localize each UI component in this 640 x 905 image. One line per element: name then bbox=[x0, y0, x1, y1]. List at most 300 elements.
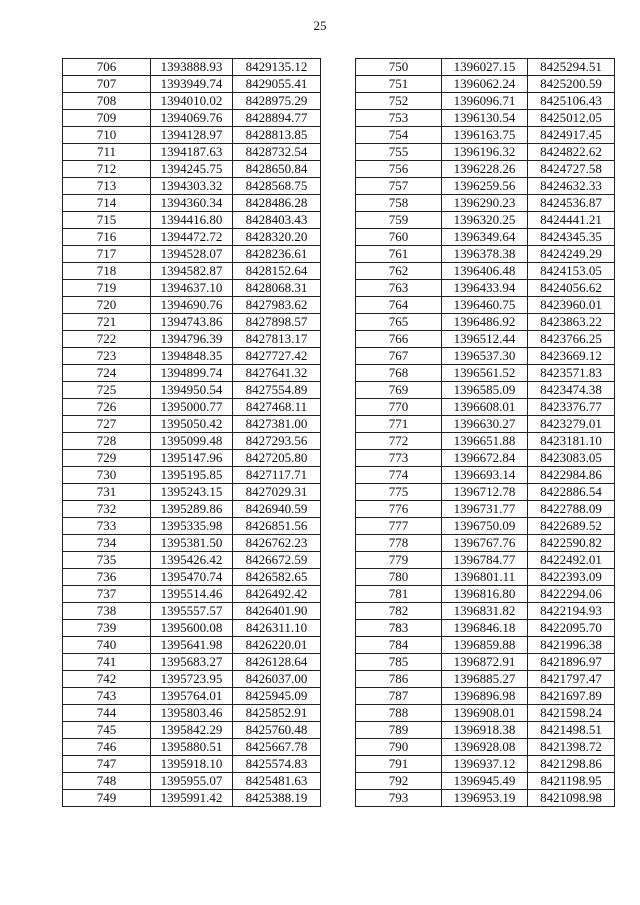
point-number-cell: 754 bbox=[356, 127, 442, 144]
point-number-cell: 746 bbox=[63, 739, 151, 756]
point-number-cell: 753 bbox=[356, 110, 442, 127]
y-coordinate-cell: 8424632.33 bbox=[528, 178, 615, 195]
x-coordinate-cell: 1396196.32 bbox=[442, 144, 528, 161]
table-row bbox=[356, 314, 615, 331]
point-number-cell: 749 bbox=[63, 790, 151, 807]
y-coordinate-cell: 8428894.77 bbox=[233, 110, 321, 127]
point-number-cell: 744 bbox=[63, 705, 151, 722]
x-coordinate-cell: 1396320.25 bbox=[442, 212, 528, 229]
table-row bbox=[63, 569, 321, 586]
point-number-cell: 775 bbox=[356, 484, 442, 501]
table-row bbox=[356, 450, 615, 467]
x-coordinate-cell: 1393888.93 bbox=[151, 59, 233, 76]
table-body bbox=[356, 59, 615, 807]
table-row bbox=[356, 331, 615, 348]
x-coordinate-cell: 1395050.42 bbox=[151, 416, 233, 433]
x-coordinate-cell: 1395099.48 bbox=[151, 433, 233, 450]
point-number-cell: 751 bbox=[356, 76, 442, 93]
table-row bbox=[356, 280, 615, 297]
x-coordinate-cell: 1394743.86 bbox=[151, 314, 233, 331]
x-coordinate-cell: 1396816.80 bbox=[442, 586, 528, 603]
y-coordinate-cell: 8426220.01 bbox=[233, 637, 321, 654]
y-coordinate-cell: 8429135.12 bbox=[233, 59, 321, 76]
x-coordinate-cell: 1394637.10 bbox=[151, 280, 233, 297]
point-number-cell: 709 bbox=[63, 110, 151, 127]
table-row bbox=[356, 212, 615, 229]
y-coordinate-cell: 8426672.59 bbox=[233, 552, 321, 569]
y-coordinate-cell: 8422788.09 bbox=[528, 501, 615, 518]
point-number-cell: 761 bbox=[356, 246, 442, 263]
y-coordinate-cell: 8425760.48 bbox=[233, 722, 321, 739]
x-coordinate-cell: 1396928.08 bbox=[442, 739, 528, 756]
point-number-cell: 770 bbox=[356, 399, 442, 416]
y-coordinate-cell: 8427641.32 bbox=[233, 365, 321, 382]
table-row bbox=[356, 59, 615, 76]
x-coordinate-cell: 1396908.01 bbox=[442, 705, 528, 722]
x-coordinate-cell: 1395381.50 bbox=[151, 535, 233, 552]
x-coordinate-cell: 1395470.74 bbox=[151, 569, 233, 586]
point-number-cell: 760 bbox=[356, 229, 442, 246]
table-row bbox=[63, 212, 321, 229]
x-coordinate-cell: 1396486.92 bbox=[442, 314, 528, 331]
x-coordinate-cell: 1394582.87 bbox=[151, 263, 233, 280]
y-coordinate-cell: 8427205.80 bbox=[233, 450, 321, 467]
y-coordinate-cell: 8427293.56 bbox=[233, 433, 321, 450]
table-row bbox=[63, 552, 321, 569]
y-coordinate-cell: 8427983.62 bbox=[233, 297, 321, 314]
table-row bbox=[356, 144, 615, 161]
x-coordinate-cell: 1395557.57 bbox=[151, 603, 233, 620]
x-coordinate-cell: 1396259.56 bbox=[442, 178, 528, 195]
point-number-cell: 772 bbox=[356, 433, 442, 450]
y-coordinate-cell: 8424536.87 bbox=[528, 195, 615, 212]
table-row bbox=[63, 178, 321, 195]
point-number-cell: 721 bbox=[63, 314, 151, 331]
x-coordinate-cell: 1396512.44 bbox=[442, 331, 528, 348]
x-coordinate-cell: 1395842.29 bbox=[151, 722, 233, 739]
x-coordinate-cell: 1396537.30 bbox=[442, 348, 528, 365]
x-coordinate-cell: 1396693.14 bbox=[442, 467, 528, 484]
table-row bbox=[63, 348, 321, 365]
table-row bbox=[356, 467, 615, 484]
point-number-cell: 710 bbox=[63, 127, 151, 144]
table-row bbox=[356, 671, 615, 688]
table-row bbox=[63, 773, 321, 790]
x-coordinate-cell: 1394360.34 bbox=[151, 195, 233, 212]
y-coordinate-cell: 8428320.20 bbox=[233, 229, 321, 246]
table-row bbox=[356, 382, 615, 399]
point-number-cell: 708 bbox=[63, 93, 151, 110]
table-row bbox=[356, 365, 615, 382]
x-coordinate-cell: 1396846.18 bbox=[442, 620, 528, 637]
x-coordinate-cell: 1396433.94 bbox=[442, 280, 528, 297]
point-number-cell: 729 bbox=[63, 450, 151, 467]
y-coordinate-cell: 8428486.28 bbox=[233, 195, 321, 212]
point-number-cell: 776 bbox=[356, 501, 442, 518]
table-row bbox=[63, 654, 321, 671]
table-row bbox=[63, 144, 321, 161]
point-number-cell: 717 bbox=[63, 246, 151, 263]
x-coordinate-cell: 1396585.09 bbox=[442, 382, 528, 399]
y-coordinate-cell: 8425945.09 bbox=[233, 688, 321, 705]
table-row bbox=[63, 722, 321, 739]
x-coordinate-cell: 1395991.42 bbox=[151, 790, 233, 807]
y-coordinate-cell: 8421797.47 bbox=[528, 671, 615, 688]
point-number-cell: 727 bbox=[63, 416, 151, 433]
table-row bbox=[356, 756, 615, 773]
x-coordinate-cell: 1394069.76 bbox=[151, 110, 233, 127]
point-number-cell: 734 bbox=[63, 535, 151, 552]
x-coordinate-cell: 1395243.15 bbox=[151, 484, 233, 501]
y-coordinate-cell: 8421498.51 bbox=[528, 722, 615, 739]
x-coordinate-cell: 1395426.42 bbox=[151, 552, 233, 569]
y-coordinate-cell: 8426128.64 bbox=[233, 654, 321, 671]
point-number-cell: 771 bbox=[356, 416, 442, 433]
table-row bbox=[63, 586, 321, 603]
x-coordinate-cell: 1396651.88 bbox=[442, 433, 528, 450]
point-number-cell: 758 bbox=[356, 195, 442, 212]
x-coordinate-cell: 1396290.23 bbox=[442, 195, 528, 212]
point-number-cell: 757 bbox=[356, 178, 442, 195]
x-coordinate-cell: 1396672.84 bbox=[442, 450, 528, 467]
x-coordinate-cell: 1396801.11 bbox=[442, 569, 528, 586]
y-coordinate-cell: 8426401.90 bbox=[233, 603, 321, 620]
x-coordinate-cell: 1395195.85 bbox=[151, 467, 233, 484]
table-row bbox=[356, 399, 615, 416]
table-row bbox=[356, 127, 615, 144]
table-row bbox=[356, 348, 615, 365]
x-coordinate-cell: 1395641.98 bbox=[151, 637, 233, 654]
x-coordinate-cell: 1396937.12 bbox=[442, 756, 528, 773]
point-number-cell: 756 bbox=[356, 161, 442, 178]
x-coordinate-cell: 1396831.82 bbox=[442, 603, 528, 620]
point-number-cell: 723 bbox=[63, 348, 151, 365]
point-number-cell: 777 bbox=[356, 518, 442, 535]
y-coordinate-cell: 8422886.54 bbox=[528, 484, 615, 501]
y-coordinate-cell: 8424345.35 bbox=[528, 229, 615, 246]
y-coordinate-cell: 8428152.64 bbox=[233, 263, 321, 280]
y-coordinate-cell: 8423474.38 bbox=[528, 382, 615, 399]
point-number-cell: 787 bbox=[356, 688, 442, 705]
y-coordinate-cell: 8426940.59 bbox=[233, 501, 321, 518]
table-row bbox=[63, 739, 321, 756]
y-coordinate-cell: 8422689.52 bbox=[528, 518, 615, 535]
x-coordinate-cell: 1396918.38 bbox=[442, 722, 528, 739]
x-coordinate-cell: 1394187.63 bbox=[151, 144, 233, 161]
y-coordinate-cell: 8422492.01 bbox=[528, 552, 615, 569]
table-row bbox=[356, 246, 615, 263]
table-row bbox=[356, 637, 615, 654]
y-coordinate-cell: 8428236.61 bbox=[233, 246, 321, 263]
y-coordinate-cell: 8424249.29 bbox=[528, 246, 615, 263]
table-row bbox=[356, 263, 615, 280]
point-number-cell: 724 bbox=[63, 365, 151, 382]
point-number-cell: 773 bbox=[356, 450, 442, 467]
y-coordinate-cell: 8424153.05 bbox=[528, 263, 615, 280]
point-number-cell: 741 bbox=[63, 654, 151, 671]
x-coordinate-cell: 1394245.75 bbox=[151, 161, 233, 178]
coordinates-table-right bbox=[355, 58, 615, 807]
x-coordinate-cell: 1396731.77 bbox=[442, 501, 528, 518]
y-coordinate-cell: 8422590.82 bbox=[528, 535, 615, 552]
table-row bbox=[63, 688, 321, 705]
x-coordinate-cell: 1394796.39 bbox=[151, 331, 233, 348]
y-coordinate-cell: 8425667.78 bbox=[233, 739, 321, 756]
point-number-cell: 737 bbox=[63, 586, 151, 603]
y-coordinate-cell: 8422984.86 bbox=[528, 467, 615, 484]
x-coordinate-cell: 1395955.07 bbox=[151, 773, 233, 790]
x-coordinate-cell: 1394416.80 bbox=[151, 212, 233, 229]
y-coordinate-cell: 8427029.31 bbox=[233, 484, 321, 501]
point-number-cell: 766 bbox=[356, 331, 442, 348]
table-row bbox=[356, 569, 615, 586]
y-coordinate-cell: 8425294.51 bbox=[528, 59, 615, 76]
y-coordinate-cell: 8424822.62 bbox=[528, 144, 615, 161]
y-coordinate-cell: 8421996.38 bbox=[528, 637, 615, 654]
table-row bbox=[63, 93, 321, 110]
x-coordinate-cell: 1396228.26 bbox=[442, 161, 528, 178]
y-coordinate-cell: 8423279.01 bbox=[528, 416, 615, 433]
x-coordinate-cell: 1395514.46 bbox=[151, 586, 233, 603]
x-coordinate-cell: 1394950.54 bbox=[151, 382, 233, 399]
point-number-cell: 762 bbox=[356, 263, 442, 280]
y-coordinate-cell: 8428568.75 bbox=[233, 178, 321, 195]
y-coordinate-cell: 8427898.57 bbox=[233, 314, 321, 331]
table-row bbox=[63, 280, 321, 297]
y-coordinate-cell: 8428650.84 bbox=[233, 161, 321, 178]
y-coordinate-cell: 8421896.97 bbox=[528, 654, 615, 671]
x-coordinate-cell: 1396608.01 bbox=[442, 399, 528, 416]
point-number-cell: 733 bbox=[63, 518, 151, 535]
point-number-cell: 779 bbox=[356, 552, 442, 569]
table-row bbox=[356, 161, 615, 178]
y-coordinate-cell: 8428732.54 bbox=[233, 144, 321, 161]
point-number-cell: 752 bbox=[356, 93, 442, 110]
point-number-cell: 726 bbox=[63, 399, 151, 416]
x-coordinate-cell: 1394690.76 bbox=[151, 297, 233, 314]
point-number-cell: 782 bbox=[356, 603, 442, 620]
y-coordinate-cell: 8427554.89 bbox=[233, 382, 321, 399]
table-row bbox=[63, 671, 321, 688]
table-row bbox=[356, 76, 615, 93]
y-coordinate-cell: 8425388.19 bbox=[233, 790, 321, 807]
x-coordinate-cell: 1395335.98 bbox=[151, 518, 233, 535]
point-number-cell: 769 bbox=[356, 382, 442, 399]
table-row bbox=[356, 654, 615, 671]
table-row bbox=[63, 297, 321, 314]
table-row bbox=[63, 535, 321, 552]
table-row bbox=[63, 399, 321, 416]
point-number-cell: 788 bbox=[356, 705, 442, 722]
table-row bbox=[63, 705, 321, 722]
y-coordinate-cell: 8425012.05 bbox=[528, 110, 615, 127]
x-coordinate-cell: 1396872.91 bbox=[442, 654, 528, 671]
point-number-cell: 712 bbox=[63, 161, 151, 178]
y-coordinate-cell: 8424441.21 bbox=[528, 212, 615, 229]
point-number-cell: 743 bbox=[63, 688, 151, 705]
table-row bbox=[356, 603, 615, 620]
y-coordinate-cell: 8423083.05 bbox=[528, 450, 615, 467]
point-number-cell: 715 bbox=[63, 212, 151, 229]
point-number-cell: 750 bbox=[356, 59, 442, 76]
x-coordinate-cell: 1396163.75 bbox=[442, 127, 528, 144]
table-row bbox=[63, 127, 321, 144]
x-coordinate-cell: 1394528.07 bbox=[151, 246, 233, 263]
point-number-cell: 747 bbox=[63, 756, 151, 773]
table-row bbox=[63, 229, 321, 246]
point-number-cell: 768 bbox=[356, 365, 442, 382]
point-number-cell: 783 bbox=[356, 620, 442, 637]
x-coordinate-cell: 1396062.24 bbox=[442, 76, 528, 93]
point-number-cell: 765 bbox=[356, 314, 442, 331]
x-coordinate-cell: 1396896.98 bbox=[442, 688, 528, 705]
table-row bbox=[356, 535, 615, 552]
table-row bbox=[63, 416, 321, 433]
y-coordinate-cell: 8421398.72 bbox=[528, 739, 615, 756]
point-number-cell: 728 bbox=[63, 433, 151, 450]
y-coordinate-cell: 8428975.29 bbox=[233, 93, 321, 110]
y-coordinate-cell: 8423863.22 bbox=[528, 314, 615, 331]
y-coordinate-cell: 8427813.17 bbox=[233, 331, 321, 348]
x-coordinate-cell: 1394128.97 bbox=[151, 127, 233, 144]
point-number-cell: 706 bbox=[63, 59, 151, 76]
point-number-cell: 764 bbox=[356, 297, 442, 314]
x-coordinate-cell: 1395764.01 bbox=[151, 688, 233, 705]
point-number-cell: 789 bbox=[356, 722, 442, 739]
point-number-cell: 742 bbox=[63, 671, 151, 688]
x-coordinate-cell: 1394010.02 bbox=[151, 93, 233, 110]
y-coordinate-cell: 8428813.85 bbox=[233, 127, 321, 144]
y-coordinate-cell: 8427117.71 bbox=[233, 467, 321, 484]
point-number-cell: 790 bbox=[356, 739, 442, 756]
table-row bbox=[356, 620, 615, 637]
table-row bbox=[63, 484, 321, 501]
x-coordinate-cell: 1395723.95 bbox=[151, 671, 233, 688]
point-number-cell: 725 bbox=[63, 382, 151, 399]
table-row bbox=[356, 518, 615, 535]
table-row bbox=[63, 433, 321, 450]
y-coordinate-cell: 8427468.11 bbox=[233, 399, 321, 416]
x-coordinate-cell: 1396859.88 bbox=[442, 637, 528, 654]
x-coordinate-cell: 1395289.86 bbox=[151, 501, 233, 518]
coordinates-table-left bbox=[62, 58, 321, 807]
table-row bbox=[356, 178, 615, 195]
y-coordinate-cell: 8424917.45 bbox=[528, 127, 615, 144]
table-row bbox=[63, 790, 321, 807]
table-body bbox=[63, 59, 321, 807]
x-coordinate-cell: 1394848.35 bbox=[151, 348, 233, 365]
x-coordinate-cell: 1395880.51 bbox=[151, 739, 233, 756]
table-row bbox=[356, 110, 615, 127]
y-coordinate-cell: 8424727.58 bbox=[528, 161, 615, 178]
y-coordinate-cell: 8422294.06 bbox=[528, 586, 615, 603]
point-number-cell: 711 bbox=[63, 144, 151, 161]
table-row bbox=[356, 501, 615, 518]
point-number-cell: 785 bbox=[356, 654, 442, 671]
y-coordinate-cell: 8427727.42 bbox=[233, 348, 321, 365]
x-coordinate-cell: 1395000.77 bbox=[151, 399, 233, 416]
x-coordinate-cell: 1394303.32 bbox=[151, 178, 233, 195]
y-coordinate-cell: 8422194.93 bbox=[528, 603, 615, 620]
table-row bbox=[356, 416, 615, 433]
point-number-cell: 739 bbox=[63, 620, 151, 637]
y-coordinate-cell: 8421298.86 bbox=[528, 756, 615, 773]
point-number-cell: 731 bbox=[63, 484, 151, 501]
point-number-cell: 786 bbox=[356, 671, 442, 688]
y-coordinate-cell: 8424056.62 bbox=[528, 280, 615, 297]
y-coordinate-cell: 8423669.12 bbox=[528, 348, 615, 365]
x-coordinate-cell: 1396630.27 bbox=[442, 416, 528, 433]
x-coordinate-cell: 1396945.49 bbox=[442, 773, 528, 790]
x-coordinate-cell: 1396406.48 bbox=[442, 263, 528, 280]
x-coordinate-cell: 1396349.64 bbox=[442, 229, 528, 246]
y-coordinate-cell: 8421697.89 bbox=[528, 688, 615, 705]
y-coordinate-cell: 8426582.65 bbox=[233, 569, 321, 586]
y-coordinate-cell: 8423766.25 bbox=[528, 331, 615, 348]
table-row bbox=[356, 586, 615, 603]
table-row bbox=[63, 59, 321, 76]
table-row bbox=[356, 790, 615, 807]
point-number-cell: 718 bbox=[63, 263, 151, 280]
table-row bbox=[63, 450, 321, 467]
y-coordinate-cell: 8427381.00 bbox=[233, 416, 321, 433]
point-number-cell: 719 bbox=[63, 280, 151, 297]
x-coordinate-cell: 1396712.78 bbox=[442, 484, 528, 501]
x-coordinate-cell: 1396096.71 bbox=[442, 93, 528, 110]
y-coordinate-cell: 8423571.83 bbox=[528, 365, 615, 382]
point-number-cell: 716 bbox=[63, 229, 151, 246]
point-number-cell: 730 bbox=[63, 467, 151, 484]
y-coordinate-cell: 8426762.23 bbox=[233, 535, 321, 552]
y-coordinate-cell: 8423376.77 bbox=[528, 399, 615, 416]
table-row bbox=[63, 314, 321, 331]
y-coordinate-cell: 8425200.59 bbox=[528, 76, 615, 93]
y-coordinate-cell: 8428068.31 bbox=[233, 280, 321, 297]
y-coordinate-cell: 8422095.70 bbox=[528, 620, 615, 637]
table-row bbox=[356, 433, 615, 450]
y-coordinate-cell: 8423181.10 bbox=[528, 433, 615, 450]
point-number-cell: 763 bbox=[356, 280, 442, 297]
point-number-cell: 755 bbox=[356, 144, 442, 161]
x-coordinate-cell: 1395600.08 bbox=[151, 620, 233, 637]
point-number-cell: 720 bbox=[63, 297, 151, 314]
x-coordinate-cell: 1396027.15 bbox=[442, 59, 528, 76]
point-number-cell: 748 bbox=[63, 773, 151, 790]
x-coordinate-cell: 1393949.74 bbox=[151, 76, 233, 93]
point-number-cell: 738 bbox=[63, 603, 151, 620]
x-coordinate-cell: 1394899.74 bbox=[151, 365, 233, 382]
table-row bbox=[63, 467, 321, 484]
y-coordinate-cell: 8421098.98 bbox=[528, 790, 615, 807]
x-coordinate-cell: 1395803.46 bbox=[151, 705, 233, 722]
point-number-cell: 778 bbox=[356, 535, 442, 552]
y-coordinate-cell: 8421198.95 bbox=[528, 773, 615, 790]
x-coordinate-cell: 1396378.38 bbox=[442, 246, 528, 263]
table-row bbox=[356, 739, 615, 756]
table-row bbox=[63, 501, 321, 518]
point-number-cell: 781 bbox=[356, 586, 442, 603]
table-row bbox=[356, 229, 615, 246]
table-row bbox=[356, 722, 615, 739]
table-row bbox=[63, 161, 321, 178]
table-row bbox=[356, 195, 615, 212]
point-number-cell: 714 bbox=[63, 195, 151, 212]
table-row bbox=[356, 773, 615, 790]
y-coordinate-cell: 8425852.91 bbox=[233, 705, 321, 722]
table-row bbox=[356, 552, 615, 569]
point-number-cell: 774 bbox=[356, 467, 442, 484]
point-number-cell: 767 bbox=[356, 348, 442, 365]
